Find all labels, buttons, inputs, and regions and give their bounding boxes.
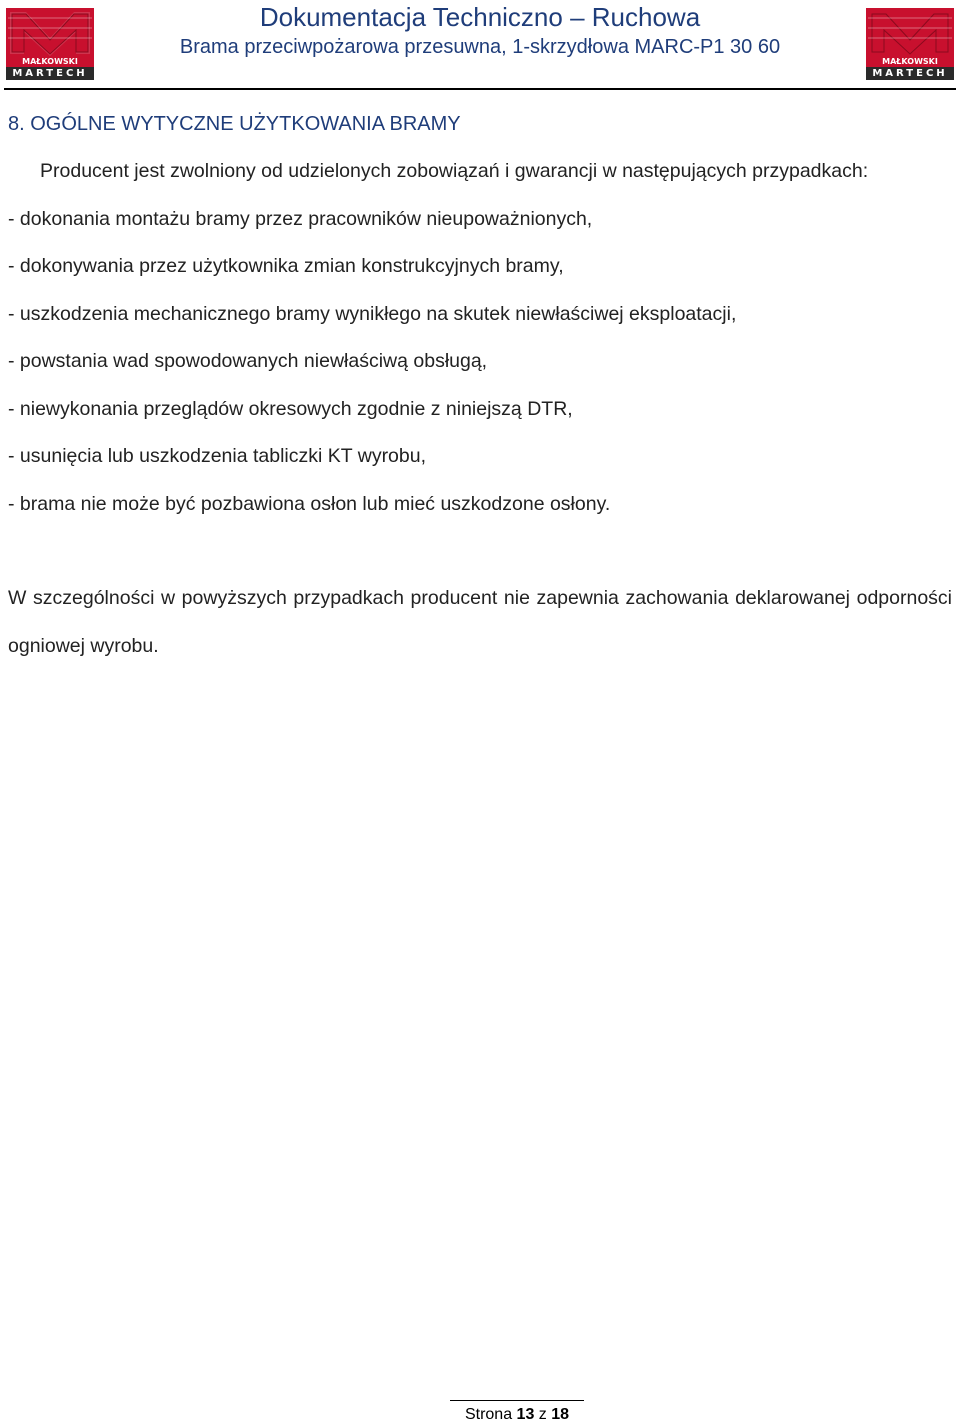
document-subtitle: Brama przeciwpożarowa przesuwna, 1-skrzydłowa MARC-P1 30 60 [179,36,781,58]
header-divider [4,88,956,90]
document-header [100,2,860,60]
document-title: Dokumentacja Techniczno – Ruchowa [259,2,701,32]
paragraph-spacer [8,528,952,575]
company-logo-right [864,4,956,81]
logo-top-text: MAŁKOWSKI [22,57,78,66]
page-content [8,100,952,670]
list-item: - uszkodzenia mechanicznego bramy wynikłego na skutek niewłaściwej eksploatacji, [8,302,737,325]
closing-paragraph: W szczególności w powyższych przypadkach producent nie zapewnia zachowania deklarowanej odporności ogniowej wyrobu. [8,587,952,657]
list-item: - powstania wad spowodowanych niewłaściwą obsługą, [8,350,488,372]
intro-paragraph: Producent jest zwolniony od udzielonych zobowiązań i gwarancji w następujących przypadkach: [40,160,869,182]
page-number [450,1405,584,1425]
current-page: 13 [516,1406,535,1423]
logo-bottom-text: MARTECH [12,68,88,79]
page-separator: z [538,1406,547,1423]
section-heading: 8. OGÓLNE WYTYCZNE UŻYTKOWANIA BRAMY [8,113,461,135]
total-pages: 18 [551,1406,570,1423]
list-item: - dokonywania przez użytkownika zmian konstrukcyjnych bramy, [8,255,564,277]
logo-bottom-text: MARTECH [872,68,948,79]
footer-divider [450,1400,584,1401]
list-item: - niewykonania przeglądów okresowych zgodnie z niniejszą DTR, [8,397,573,420]
list-item: - brama nie może być pozbawiona osłon lub mieć uszkodzone osłony. [8,492,611,515]
company-logo-left [4,4,96,81]
logo-top-text: MAŁKOWSKI [882,57,938,66]
conditions-list [8,196,952,529]
list-item: - dokonania montażu bramy przez pracowników nieupoważnionych, [8,207,593,230]
page-label: Strona [464,1406,513,1423]
list-item: - usunięcia lub uszkodzenia tabliczki KT wyrobu, [8,445,427,467]
